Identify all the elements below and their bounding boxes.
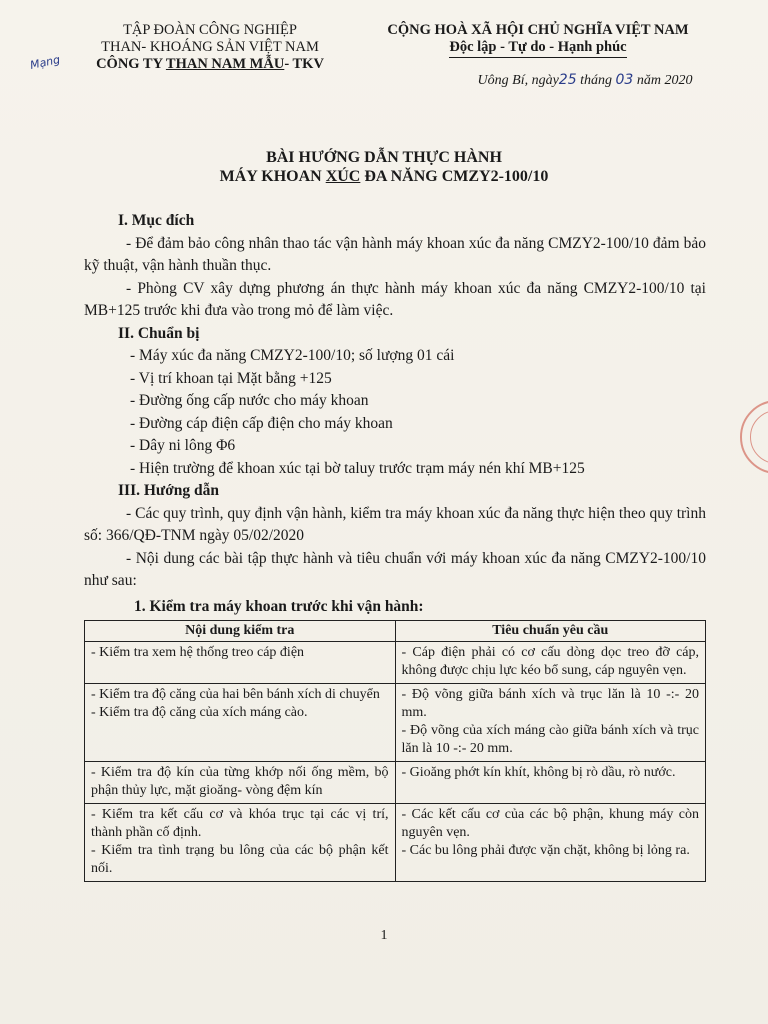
title-line2 bbox=[80, 167, 688, 186]
purpose-paragraph-1: - Để đảm bảo công nhân thao tác vận hành máy khoan xúc đa năng CMZY2-100/10 đảm bảo kỹ thuật, vận hành thuần thục. bbox=[84, 234, 706, 274]
cell-line: - Kiểm tra độ căng của xích máng cào. bbox=[91, 705, 308, 720]
table-cell-content bbox=[85, 804, 396, 882]
column-header-content: Nội dung kiểm tra bbox=[85, 621, 396, 642]
preparation-item: - Đường ống cấp nước cho máy khoan bbox=[130, 392, 369, 409]
document-title bbox=[80, 148, 688, 186]
cell-line: - Kiểm tra kết cấu cơ và khóa trục tại các vị trí, thành phần cố định. bbox=[91, 807, 389, 840]
title-line2-prefix: MÁY KHOAN bbox=[219, 168, 326, 185]
date-month-label: tháng bbox=[580, 73, 613, 88]
table-cell-standard bbox=[395, 684, 706, 762]
table-row bbox=[85, 804, 706, 882]
national-header bbox=[360, 22, 716, 58]
group-name-line2: THAN- KHOÁNG SẢN VIỆT NAM bbox=[101, 39, 319, 55]
section-heading-purpose: I. Mục đích bbox=[118, 212, 195, 229]
cell-line: - Kiểm tra tình trạng bu lông của các bộ phận kết nối. bbox=[91, 843, 389, 876]
table-cell-standard bbox=[395, 804, 706, 882]
table-row bbox=[85, 642, 706, 684]
guidance-paragraph-1: - Các quy trình, quy định vận hành, kiểm tra máy khoan xúc đa năng thực hiện theo quy trình số: 366/QĐ-TNM ngày 05/02/2020 bbox=[84, 504, 706, 544]
cell-line: - Độ võng của xích máng cào giữa bánh xích và trục lăn là 10 -:- 20 mm. bbox=[401, 723, 699, 756]
group-name-line1: TẬP ĐOÀN CÔNG NGHIỆP bbox=[123, 22, 297, 38]
organization-header bbox=[60, 22, 360, 73]
table-cell-content bbox=[85, 684, 396, 762]
cell-line: - Độ võng giữa bánh xích và trục lăn là 10 -:- 20 mm. bbox=[401, 687, 699, 720]
preparation-item: - Vị trí khoan tại Mặt bằng +125 bbox=[130, 369, 332, 387]
cell-line: - Kiểm tra độ kín của từng khớp nối ống mềm, bộ phận thủy lực, mặt gioăng- vòng đệm kín bbox=[91, 765, 389, 798]
stamp-inner-ring bbox=[750, 410, 768, 464]
table-cell-standard bbox=[395, 762, 706, 804]
cell-line: - Kiểm tra độ căng của hai bên bánh xích di chuyển bbox=[91, 687, 380, 702]
table-row bbox=[85, 684, 706, 762]
page-number: 1 bbox=[380, 928, 388, 943]
cell-line: - Kiểm tra xem hệ thống treo cáp điện bbox=[91, 645, 305, 660]
date-year: năm 2020 bbox=[636, 73, 693, 88]
purpose-paragraph-2: - Phòng CV xây dựng phương án thực hành máy khoan xúc đa năng CMZY2-100/10 tại MB+125 trước khi đưa vào trong mỏ để làm việc. bbox=[84, 279, 706, 319]
country-name: CỘNG HOÀ XÃ HỘI CHỦ NGHĨA VIỆT NAM bbox=[387, 22, 689, 38]
preparation-item: - Hiện trường để khoan xúc tại bờ taluy trước trạm máy nén khí MB+125 bbox=[130, 459, 585, 477]
table-cell-content bbox=[85, 642, 396, 684]
national-motto: Độc lập - Tự do - Hạnh phúc bbox=[449, 39, 626, 58]
document-body bbox=[84, 210, 706, 882]
date-day-handwritten: 25 bbox=[558, 72, 577, 88]
table-cell-standard bbox=[395, 642, 706, 684]
title-line2-underlined: XÚC bbox=[325, 168, 361, 185]
cell-line: - Các kết cấu cơ của các bộ phận, khung máy còn nguyên vẹn. bbox=[401, 807, 699, 840]
table-header-row bbox=[85, 621, 706, 642]
cell-line: - Gioăng phớt kín khít, không bị rò dầu, rò nước. bbox=[401, 765, 676, 780]
guidance-paragraph-2: - Nội dung các bài tập thực hành và tiêu chuẩn với máy khoan xúc đa năng CMZY2-100/10 như sau: bbox=[84, 549, 706, 589]
red-seal-stamp bbox=[740, 400, 768, 474]
company-suffix: - TKV bbox=[284, 56, 324, 72]
inspection-table bbox=[84, 620, 706, 882]
date-month-handwritten: 03 bbox=[615, 72, 634, 88]
company-prefix: CÔNG TY bbox=[96, 56, 166, 72]
cell-line: - Cáp điện phải có cơ cấu dòng dọc treo đỡ cáp, không được chịu lực kéo bổ sung, cáp nguyên vẹn. bbox=[401, 645, 699, 678]
cell-line: - Các bu lông phải được vặn chặt, không bị lỏng ra. bbox=[401, 843, 690, 858]
handwritten-margin-note: Mạng bbox=[28, 53, 62, 72]
preparation-item: - Đường cáp điện cấp điện cho máy khoan bbox=[130, 414, 393, 432]
title-line2-suffix: ĐA NĂNG CMZY2-100/10 bbox=[360, 168, 549, 185]
preparation-item: - Dây ni lông Φ6 bbox=[130, 437, 236, 454]
section-heading-guidance: III. Hướng dẫn bbox=[118, 482, 220, 499]
date-line bbox=[460, 72, 710, 89]
table-row bbox=[85, 762, 706, 804]
company-name bbox=[60, 56, 360, 73]
preparation-item: - Máy xúc đa năng CMZY2-100/10; số lượng 01 cái bbox=[130, 347, 455, 364]
title-line1: BÀI HƯỚNG DẪN THỰC HÀNH bbox=[266, 149, 502, 166]
subsection-heading-check: 1. Kiểm tra máy khoan trước khi vận hành: bbox=[134, 597, 424, 615]
column-header-standard: Tiêu chuẩn yêu cầu bbox=[395, 621, 706, 642]
company-name-underlined: THAN NAM MẪU bbox=[165, 56, 285, 72]
table-cell-content bbox=[85, 762, 396, 804]
section-heading-preparation: II. Chuẩn bị bbox=[118, 324, 200, 342]
date-prefix: Uông Bí, ngày bbox=[477, 73, 559, 88]
